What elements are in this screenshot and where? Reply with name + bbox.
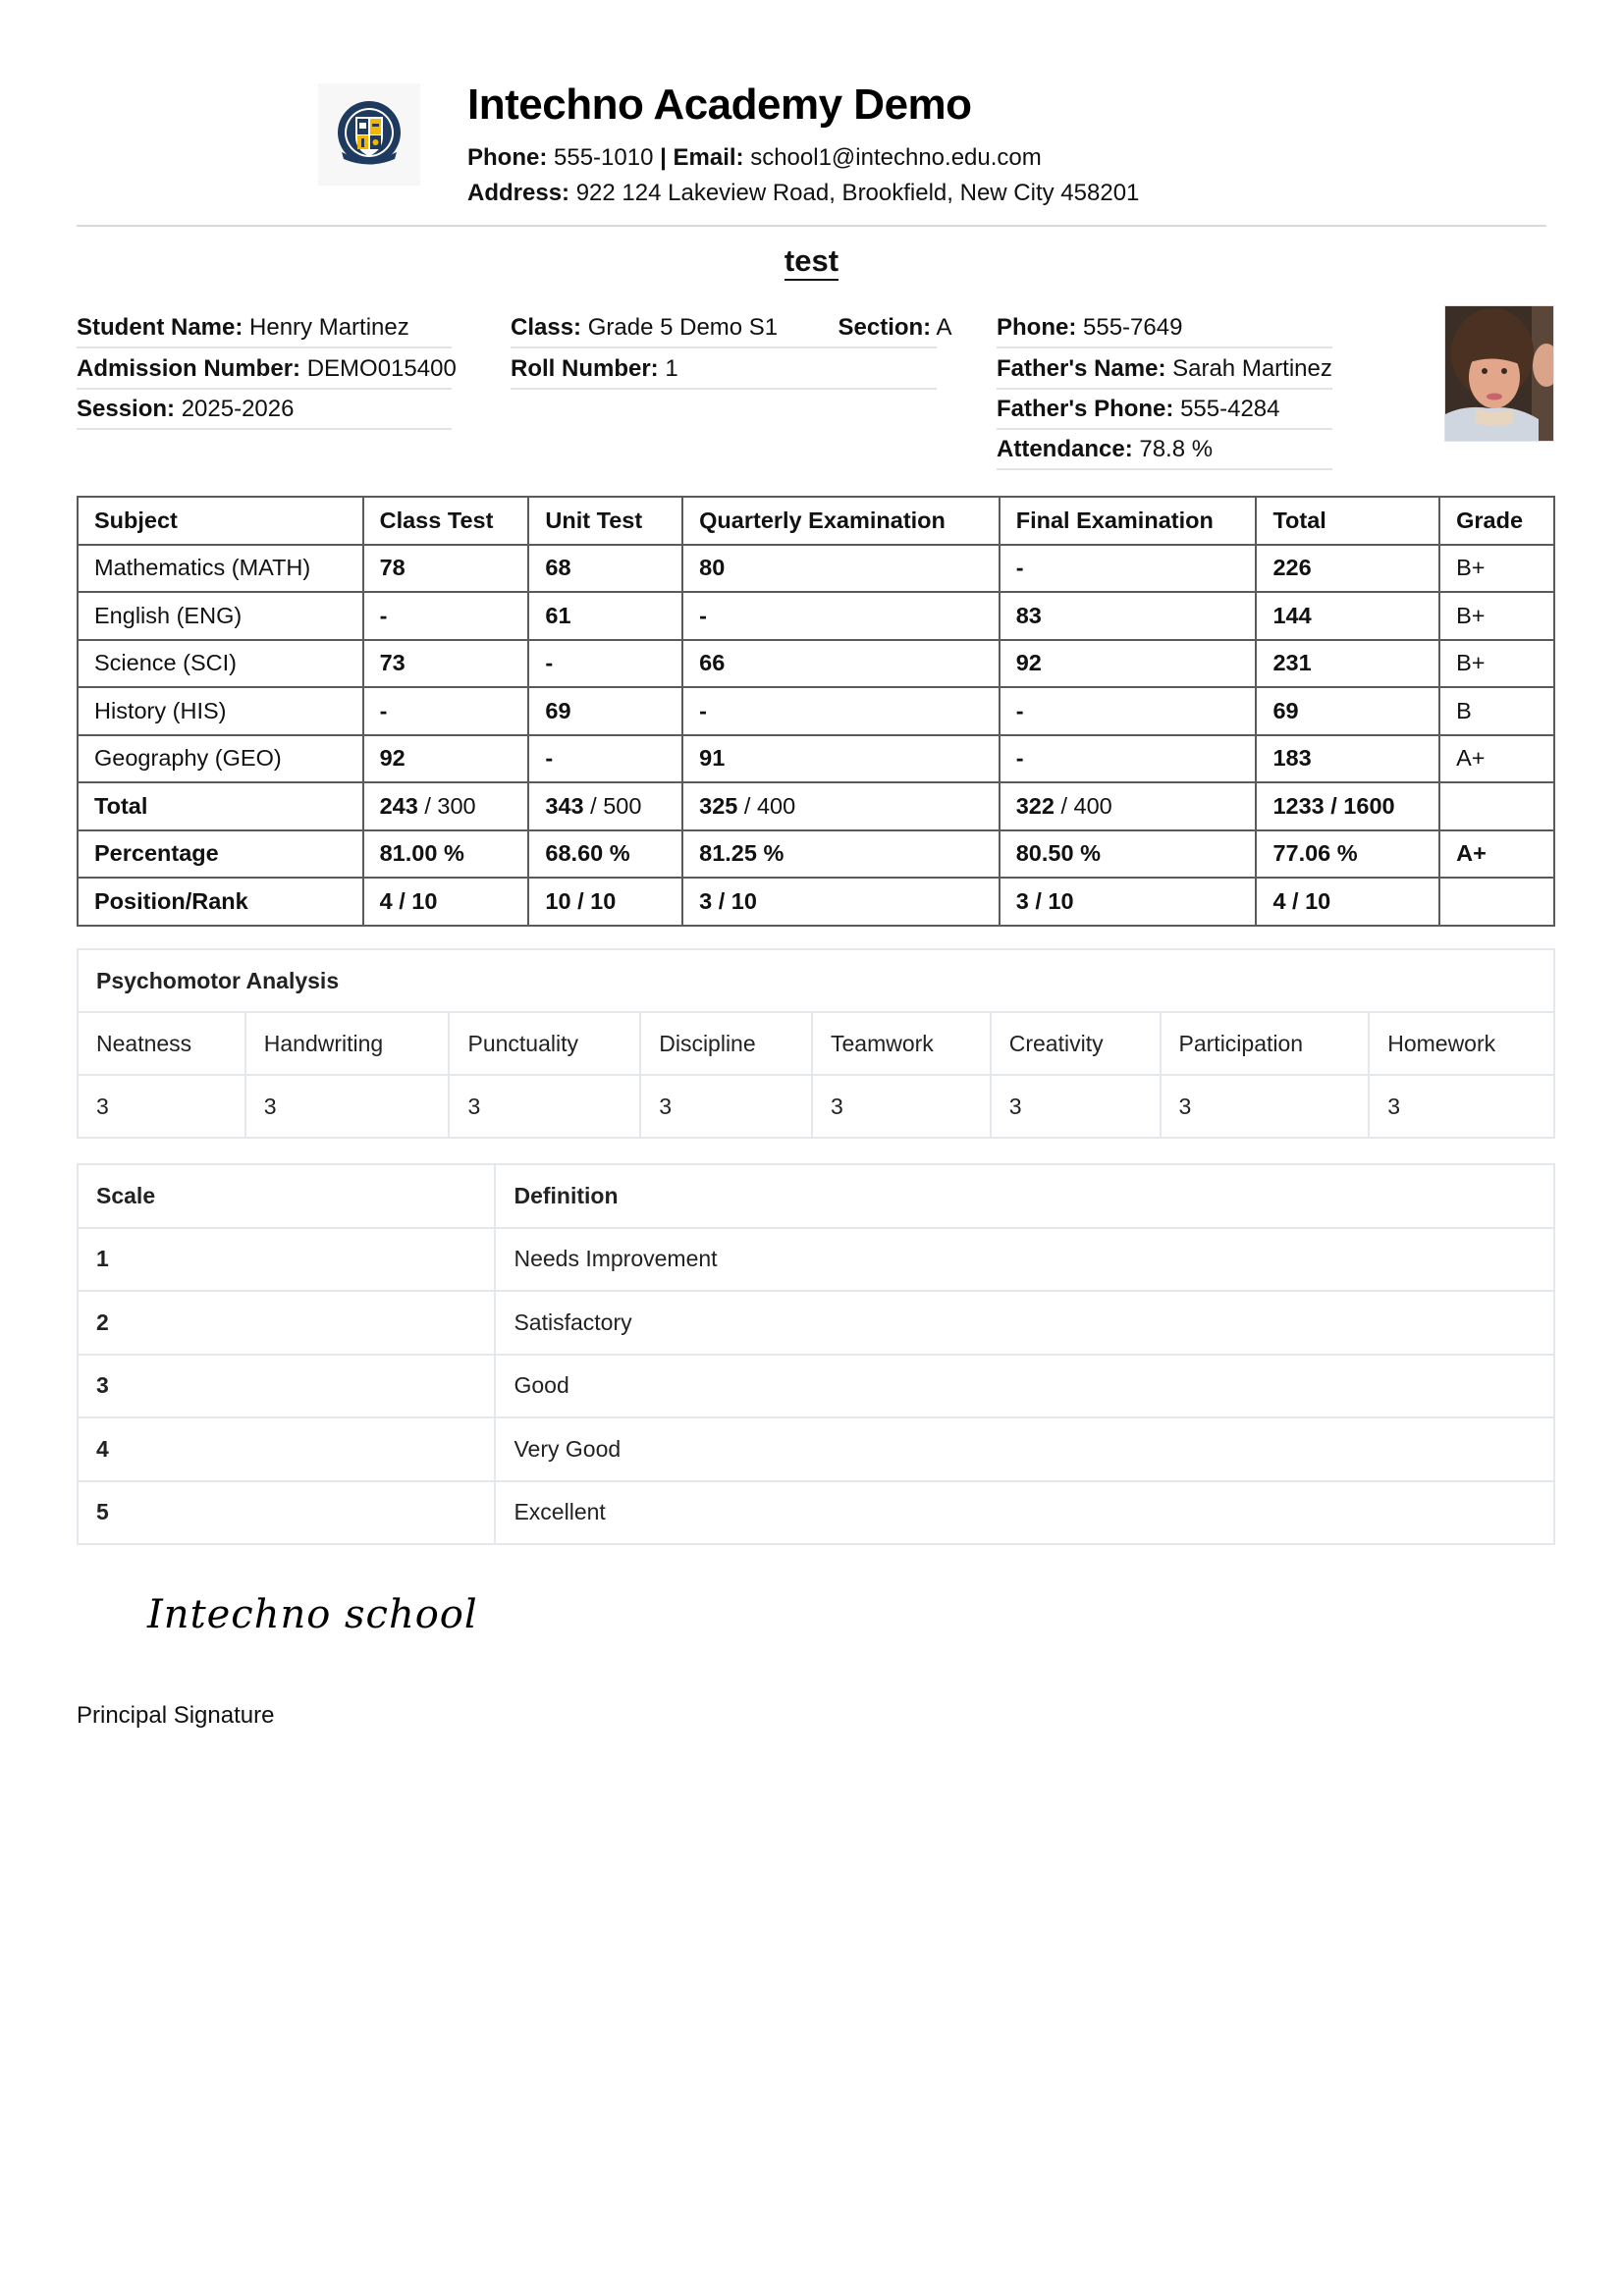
mark-cell: 92 [1000,640,1257,688]
admission-number: DEMO015400 [306,355,457,382]
total-unit-test: 343 / 500 [528,782,682,830]
mark-cell: 78 [363,545,529,593]
attendance: 78.8 % [1139,436,1214,462]
university-crest-icon [318,83,420,186]
roll-number-field: Roll Number: 1 [511,354,937,390]
psychomotor-values-row [78,1075,1554,1138]
total-cell: 226 [1256,545,1439,593]
scale-definition: Needs Improvement [495,1228,1554,1292]
trait-creativity: Creativity [991,1012,1161,1075]
admission-number-field: Admission Number: DEMO015400 [77,354,452,390]
subject-cell: History (HIS) [78,687,363,735]
table-row [78,1355,1554,1418]
father-name: Sarah Martinez [1172,355,1332,382]
father-phone-field: Father's Phone: 555-4284 [997,395,1332,430]
student-name: Henry Martinez [249,314,409,341]
scale-value: 5 [78,1481,495,1545]
grade-cell: B [1439,687,1554,735]
rank-grade [1439,878,1554,926]
student-photo [1444,305,1554,442]
psychomotor-title-row [78,949,1554,1012]
total-label: Total [78,782,363,830]
mark-cell: 66 [682,640,1000,688]
school-contact [467,144,1042,172]
scale-definition: Good [495,1355,1554,1418]
total-cell: 144 [1256,592,1439,640]
subject-cell: Mathematics (MATH) [78,545,363,593]
mark-cell: - [528,640,682,688]
principal-signature-label: Principal Signature [77,1702,275,1729]
total-grade [1439,782,1554,830]
student-name-field: Student Name: Henry Martinez [77,313,452,348]
mark-cell: 68 [528,545,682,593]
table-row [78,592,1554,640]
mark-cell: - [1000,687,1257,735]
school-email: school1@intechno.edu.com [750,144,1042,171]
mark-cell: 61 [528,592,682,640]
subject-cell: English (ENG) [78,592,363,640]
rank-row [78,878,1554,926]
table-row [78,1291,1554,1355]
trait-value: 3 [812,1075,991,1138]
table-row [78,687,1554,735]
scale-header-row [78,1164,1554,1228]
total-class-test: 243 / 300 [363,782,529,830]
trait-teamwork: Teamwork [812,1012,991,1075]
mark-cell: - [363,592,529,640]
header-final-exam: Final Examination [1000,497,1257,545]
psychomotor-traits-row [78,1012,1554,1075]
header-definition: Definition [495,1164,1554,1228]
mark-cell: - [682,687,1000,735]
scale-value: 3 [78,1355,495,1418]
total-cell: 183 [1256,735,1439,783]
total-final: 322 / 400 [1000,782,1257,830]
mark-cell: 69 [528,687,682,735]
school-header [77,0,1546,227]
trait-neatness: Neatness [78,1012,245,1075]
percentage-cell: 81.00 % [363,830,529,879]
trait-value: 3 [640,1075,812,1138]
scale-definition: Excellent [495,1481,1554,1545]
header-class-test: Class Test [363,497,529,545]
header-subject: Subject [78,497,363,545]
scale-table [77,1163,1555,1545]
mark-cell: - [363,687,529,735]
mark-cell: - [528,735,682,783]
trait-value: 3 [1161,1075,1370,1138]
grade-cell: B+ [1439,640,1554,688]
principal-signature-image: Intechno school [147,1592,478,1637]
rank-cell: 10 / 10 [528,878,682,926]
grade-cell: B+ [1439,592,1554,640]
trait-discipline: Discipline [640,1012,812,1075]
school-phone-label: Phone: [467,144,548,171]
mark-cell: 83 [1000,592,1257,640]
mark-cell: 91 [682,735,1000,783]
header-unit-test: Unit Test [528,497,682,545]
rank-cell: 4 / 10 [363,878,529,926]
class: Grade 5 Demo S1 [587,314,779,341]
trait-homework: Homework [1369,1012,1554,1075]
table-row [78,640,1554,688]
percentage-label: Percentage [78,830,363,879]
father-name-field: Father's Name: Sarah Martinez [997,354,1332,390]
percentage-cell: 68.60 % [528,830,682,879]
total-row [78,782,1554,830]
trait-handwriting: Handwriting [245,1012,450,1075]
marks-table [77,496,1555,927]
mark-cell: - [1000,545,1257,593]
grade-cell: B+ [1439,545,1554,593]
trait-value: 3 [78,1075,245,1138]
class-section-field: Class: Grade 5 Demo S1 Section: A [511,313,937,348]
total-cell: 231 [1256,640,1439,688]
trait-value: 3 [1369,1075,1554,1138]
student-phone-field: Phone: 555-7649 [997,313,1332,348]
rank-cell: 3 / 10 [1000,878,1257,926]
table-row [78,735,1554,783]
percentage-cell: 80.50 % [1000,830,1257,879]
header-scale: Scale [78,1164,495,1228]
overall-grade: A+ [1439,830,1554,879]
trait-value: 3 [991,1075,1161,1138]
header-grade: Grade [1439,497,1554,545]
trait-value: 3 [449,1075,640,1138]
scale-value: 4 [78,1417,495,1481]
school-address: 922 124 Lakeview Road, Brookfield, New City 458201 [575,180,1140,206]
trait-value: 3 [245,1075,450,1138]
session-field: Session: 2025-2026 [77,395,452,430]
scale-value: 2 [78,1291,495,1355]
mark-cell: 80 [682,545,1000,593]
grand-total: 1233 / 1600 [1256,782,1439,830]
roll-number: 1 [665,355,678,382]
table-row [78,545,1554,593]
subject-cell: Science (SCI) [78,640,363,688]
attendance-field: Attendance: 78.8 % [997,435,1332,470]
table-row [78,1228,1554,1292]
mark-cell: - [682,592,1000,640]
marks-header-row [78,497,1554,545]
total-cell: 69 [1256,687,1439,735]
school-phone: 555-1010 [554,144,654,171]
subject-cell: Geography (GEO) [78,735,363,783]
mark-cell: - [1000,735,1257,783]
rank-cell: 3 / 10 [682,878,1000,926]
trait-participation: Participation [1161,1012,1370,1075]
table-row [78,1481,1554,1545]
grade-cell: A+ [1439,735,1554,783]
scale-definition: Satisfactory [495,1291,1554,1355]
mark-cell: 92 [363,735,529,783]
student-phone: 555-7649 [1083,314,1183,341]
overall-rank: 4 / 10 [1256,878,1439,926]
header-quarterly-exam: Quarterly Examination [682,497,1000,545]
scale-definition: Very Good [495,1417,1554,1481]
table-row [78,1417,1554,1481]
mark-cell: 73 [363,640,529,688]
percentage-row [78,830,1554,879]
psychomotor-table [77,948,1555,1139]
separator: | [660,144,667,171]
trait-punctuality: Punctuality [449,1012,640,1075]
school-address-label: Address: [467,180,570,206]
total-quarterly: 325 / 400 [682,782,1000,830]
report-title: test [0,243,1623,279]
header-total: Total [1256,497,1439,545]
section: A [936,314,952,341]
scale-value: 1 [78,1228,495,1292]
psychomotor-title: Psychomotor Analysis [78,949,1554,1012]
percentage-cell: 81.25 % [682,830,1000,879]
rank-label: Position/Rank [78,878,363,926]
school-email-label: Email: [673,144,744,171]
school-address-line [467,180,1139,207]
overall-percentage: 77.06 % [1256,830,1439,879]
session: 2025-2026 [181,396,295,422]
school-name: Intechno Academy Demo [467,80,972,129]
father-phone: 555-4284 [1180,396,1280,422]
